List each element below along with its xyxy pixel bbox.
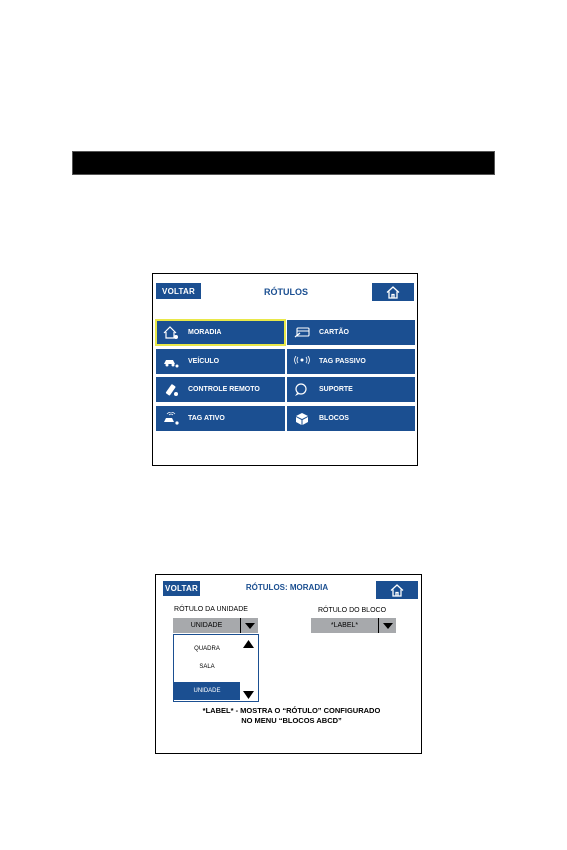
tile-tag-passivo[interactable]	[287, 349, 415, 374]
home-icon	[386, 286, 400, 299]
remote-control-icon	[162, 383, 180, 397]
tile-suporte[interactable]	[287, 377, 415, 402]
unit-dropdown[interactable]	[173, 618, 258, 633]
info-note-line: *LABEL* - MOSTRA O “RÓTULO” CONFIGURADO	[202, 706, 381, 715]
tile-cartao[interactable]	[287, 320, 415, 345]
home-icon	[390, 584, 404, 597]
option-sala[interactable]: SALA	[199, 664, 215, 670]
screen-title: RÓTULOS: MORADIA	[245, 583, 329, 592]
chevron-down-icon[interactable]	[378, 618, 396, 633]
back-button[interactable]: VOLTAR	[163, 581, 200, 596]
tile-controle-remoto[interactable]	[156, 377, 285, 402]
chevron-down-icon[interactable]	[240, 618, 258, 633]
scroll-up-icon[interactable]	[243, 640, 254, 648]
car-icon	[162, 355, 180, 369]
tile-label: CARTÃO	[319, 329, 349, 336]
home-button[interactable]	[372, 283, 414, 301]
block-dropdown-value: *LABEL*	[330, 622, 359, 629]
house-icon	[162, 326, 180, 340]
card-icon	[293, 326, 311, 340]
tile-label: BLOCOS	[319, 415, 349, 422]
block-dropdown[interactable]	[311, 618, 396, 633]
tile-label: MORADIA	[188, 329, 222, 336]
scroll-down-icon[interactable]	[243, 691, 254, 699]
tile-moradia[interactable]	[156, 320, 285, 345]
header-bar	[72, 151, 495, 175]
back-button[interactable]: VOLTAR	[156, 283, 201, 299]
tile-label: TAG ATIVO	[188, 415, 225, 422]
info-note-line: NO MENU “BLOCOS ABCD”	[241, 716, 342, 725]
screen-title: RÓTULOS	[264, 287, 308, 297]
option-quadra[interactable]: QUADRA	[194, 646, 220, 652]
tile-label: TAG PASSIVO	[319, 358, 366, 365]
option-unidade[interactable]: UNIDADE	[174, 682, 240, 700]
rotulos-moradia-screen	[155, 574, 422, 754]
tile-label: CONTROLE REMOTO	[188, 386, 260, 393]
tile-label: SUPORTE	[319, 386, 353, 393]
support-icon	[293, 383, 311, 397]
tile-blocos[interactable]	[287, 406, 415, 431]
tile-tag-ativo[interactable]	[156, 406, 285, 431]
unit-dropdown-value: UNIDADE	[190, 622, 223, 629]
info-note	[164, 706, 419, 726]
tile-label: VEÍCULO	[188, 358, 220, 365]
tag-passive-icon	[293, 355, 311, 369]
home-button[interactable]	[376, 581, 418, 599]
block-label: RÓTULO DO BLOCO	[317, 607, 387, 614]
tile-veiculo[interactable]	[156, 349, 285, 374]
rotulos-screen	[152, 273, 418, 466]
tag-active-icon	[162, 412, 180, 426]
unit-label: RÓTULO DA UNIDADE	[174, 606, 248, 613]
blocks-icon	[293, 412, 311, 426]
unit-options-list	[173, 634, 259, 702]
